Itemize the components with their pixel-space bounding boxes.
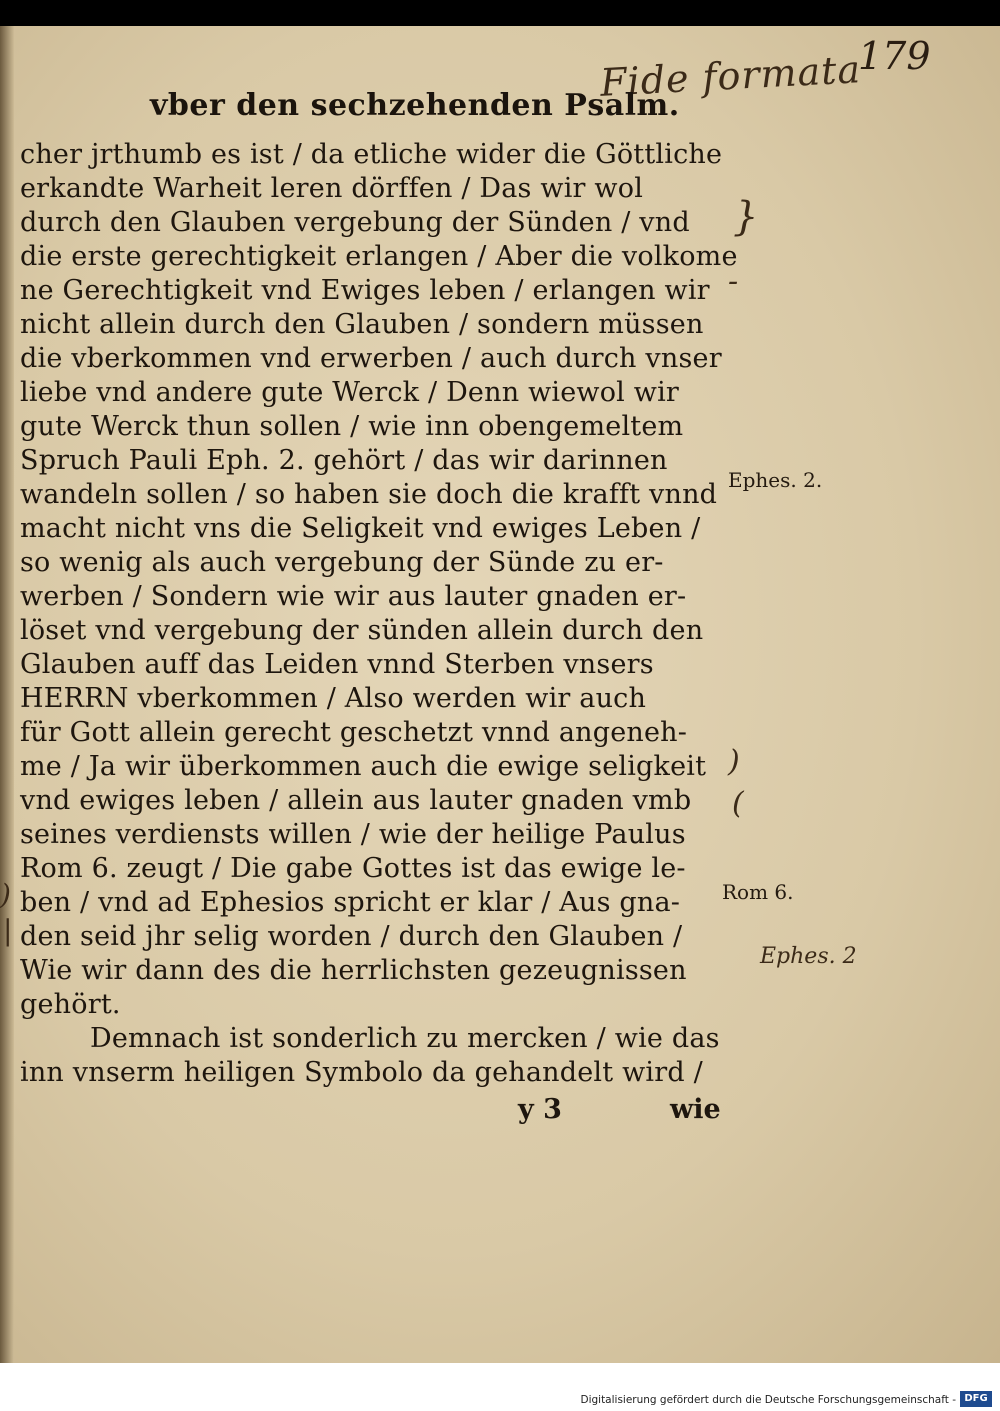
text-line: wandeln sollen / so haben sie doch die krafft vnnd: [20, 479, 718, 510]
text-line: für Gott allein gerecht geschetzt vnnd angeneh-: [20, 717, 688, 748]
text-line: Spruch Pauli Eph. 2. gehört / das wir darinnen: [20, 445, 668, 476]
margin-note-ephes-handwritten: Ephes. 2: [760, 944, 857, 969]
text-line: nicht allein durch den Glauben / sondern müssen: [20, 309, 704, 340]
margin-note-ephes: Ephes. 2.: [728, 468, 823, 492]
margin-bracket: -: [728, 264, 739, 299]
catchword: wie: [670, 1094, 721, 1125]
margin-bracket: ): [728, 744, 740, 779]
text-line: liebe vnd andere gute Werck / Denn wiewol wir: [20, 377, 680, 408]
page-gutter-shadow: [0, 26, 14, 1363]
text-line: so wenig als auch vergebung der Sünde zu er-: [20, 547, 664, 578]
text-line: Demnach ist sonderlich zu mercken / wie das: [90, 1023, 720, 1054]
signature-line: [20, 1094, 760, 1128]
text-line: vnd ewiges leben / allein aus lauter gnaden vmb: [20, 785, 692, 816]
page-number: 179: [858, 34, 931, 78]
text-line: durch den Glauben vergebung der Sünden / vnd: [20, 207, 690, 238]
text-line: Rom 6. zeugt / Die gabe Gottes ist das ewige le-: [20, 853, 686, 884]
text-line: HERRN vberkommen / Also werden wir auch: [20, 683, 647, 714]
text-line: löset vnd vergebung der sünden allein durch den: [20, 615, 704, 646]
text-line: den seid jhr selig worden / durch den Glauben /: [20, 921, 683, 952]
text-line: gehört.: [20, 989, 121, 1020]
text-line: inn vnserm heiligen Symbolo da gehandelt wird /: [20, 1057, 703, 1088]
text-line: me / Ja wir überkommen auch die ewige seligkeit: [20, 751, 707, 782]
text-line: ben / vnd ad Ephesios spricht er klar / Aus gna-: [20, 887, 681, 918]
text-line: cher jrthumb es ist / da etliche wider die Göttliche: [20, 139, 723, 170]
body-text: [20, 138, 760, 1090]
text-line: erkandte Warheit leren dörffen / Das wir wol: [20, 173, 644, 204]
text-line: Wie wir dann des die herrlichsten gezeugnissen: [20, 955, 687, 986]
book-page: [0, 26, 1000, 1363]
margin-bracket: ): [0, 878, 11, 911]
handwritten-note: Fide formata: [599, 47, 863, 105]
running-head: vber den sechzehenden Psalm.: [150, 88, 680, 123]
dfg-logo: DFG: [960, 1391, 992, 1407]
signature-mark: y 3: [518, 1094, 562, 1125]
text-line: macht nicht vns die Seligkeit vnd ewiges Leben /: [20, 513, 701, 544]
text-line: gute Werck thun sollen / wie inn obengemeltem: [20, 411, 684, 442]
text-line: die erste gerechtigkeit erlangen / Aber die volkome: [20, 241, 738, 272]
margin-bracket: (: [732, 786, 744, 821]
margin-bracket: }: [733, 194, 759, 240]
margin-note-rom: Rom 6.: [722, 880, 794, 904]
text-line: seines verdiensts willen / wie der heilige Paulus: [20, 819, 686, 850]
footer-credit: Digitalisierung gefördert durch die Deutsche Forschungsgemeinschaft -: [580, 1394, 956, 1406]
text-line: die vberkommen vnd erwerben / auch durch vnser: [20, 343, 722, 374]
text-line: werben / Sondern wie wir aus lauter gnaden er-: [20, 581, 687, 612]
text-line: Glauben auff das Leiden vnnd Sterben vnsers: [20, 649, 654, 680]
text-line: ne Gerechtigkeit vnd Ewiges leben / erlangen wir: [20, 275, 710, 306]
margin-bracket: |: [3, 914, 13, 947]
